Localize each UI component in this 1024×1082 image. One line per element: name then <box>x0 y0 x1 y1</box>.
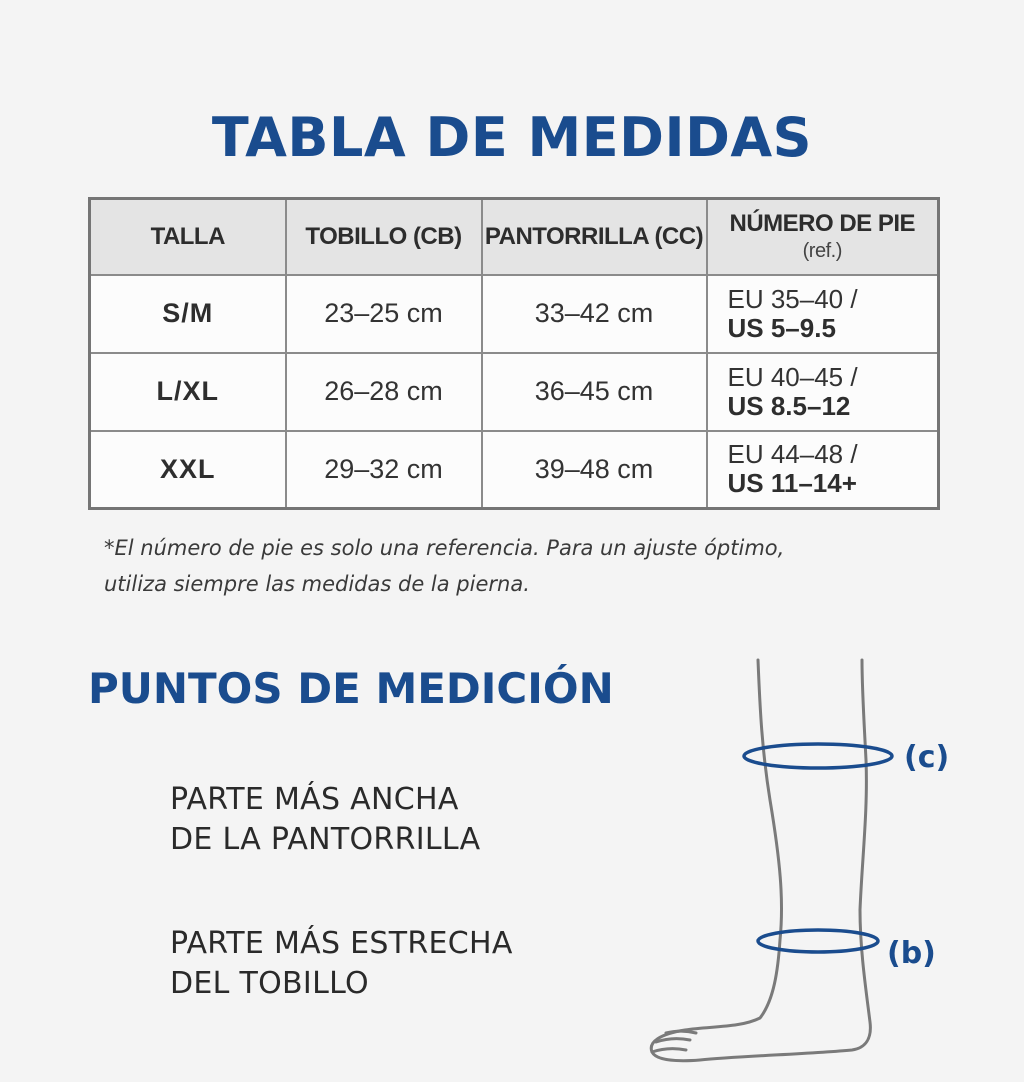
cell-foot-us: US 5–9.5 <box>727 312 836 343</box>
calf-label <box>170 780 480 860</box>
leg-diagram <box>630 650 970 1082</box>
cell-foot <box>707 431 939 509</box>
cell-size: S/M <box>90 275 286 353</box>
calf-ring-icon <box>744 744 892 768</box>
cell-calf: 39–48 cm <box>482 431 707 509</box>
cell-calf: 36–45 cm <box>482 353 707 431</box>
cell-foot-us: US 11–14+ <box>727 468 857 499</box>
ankle-label <box>170 924 513 1004</box>
header-size: TALLA <box>90 199 286 275</box>
header-ankle: TOBILLO (CB) <box>286 199 482 275</box>
cell-size: L/XL <box>90 353 286 431</box>
header-foot-label: NÚMERO DE PIE <box>729 210 916 238</box>
table-row <box>90 353 939 431</box>
footnote <box>104 530 964 602</box>
cell-foot <box>707 353 939 431</box>
section-title: PUNTOS DE MEDICIÓN <box>88 664 614 713</box>
table-row <box>90 275 939 353</box>
ankle-marker: (b) <box>887 936 936 971</box>
cell-foot <box>707 275 939 353</box>
footnote-line-1: *El número de pie es solo una referencia. Para un ajuste óptimo, <box>104 536 785 560</box>
cell-foot-eu: EU 40–45 / <box>727 361 858 392</box>
leg-outline-icon <box>651 660 870 1061</box>
cell-foot-eu: EU 35–40 / <box>727 283 858 314</box>
table-header-row <box>90 199 939 275</box>
cell-foot-us: US 8.5–12 <box>727 390 851 421</box>
calf-marker: (c) <box>904 740 950 775</box>
table-row <box>90 431 939 509</box>
page-title: TABLA DE MEDIDAS <box>211 106 813 169</box>
calf-label-line-2: DE LA PANTORRILLA <box>170 822 481 857</box>
size-table <box>88 197 940 510</box>
cell-foot-eu: EU 44–48 / <box>727 439 858 470</box>
cell-ankle: 29–32 cm <box>286 431 482 509</box>
calf-label-line-1: PARTE MÁS ANCHA <box>170 782 459 817</box>
cell-ankle: 23–25 cm <box>286 275 482 353</box>
header-foot-sub: (ref.) <box>802 240 842 263</box>
header-calf: PANTORRILLA (CC) <box>482 199 707 275</box>
footnote-line-2: utiliza siempre las medidas de la pierna. <box>104 572 530 596</box>
ankle-label-line-1: PARTE MÁS ESTRECHA <box>170 926 513 961</box>
cell-size: XXL <box>90 431 286 509</box>
ankle-label-line-2: DEL TOBILLO <box>170 966 369 1001</box>
cell-ankle: 26–28 cm <box>286 353 482 431</box>
header-foot <box>707 199 939 275</box>
cell-calf: 33–42 cm <box>482 275 707 353</box>
